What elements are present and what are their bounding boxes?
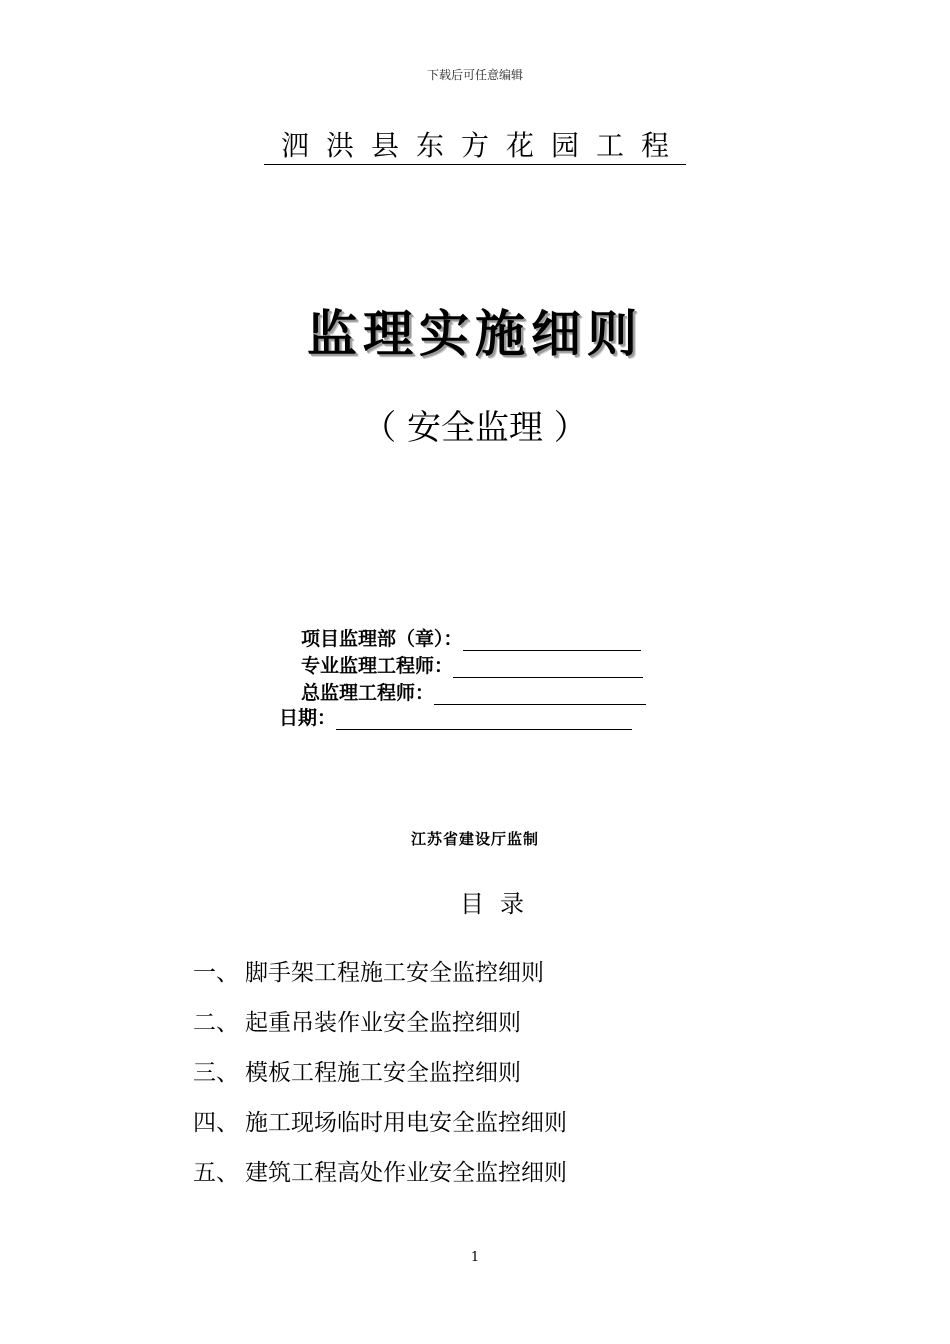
toc-item-number: 五、: [193, 1160, 239, 1186]
signature-line: [336, 711, 632, 730]
toc-item-number: 二、: [193, 1010, 239, 1036]
toc-item: [193, 1056, 567, 1106]
toc-item-text: 脚手架工程施工安全监控细则: [245, 960, 544, 986]
signature-line: [453, 659, 643, 678]
issuer: 江苏省建设厅监制: [410, 830, 539, 848]
toc-item-text: 建筑工程高处作业安全监控细则: [245, 1160, 567, 1186]
project-title: [0, 128, 950, 165]
toc-item-number: 一、: [193, 960, 239, 986]
signature-label: 项目监理部（章）：: [301, 628, 463, 650]
signature-row-specialist: [301, 651, 643, 677]
toc-item-text: 模板工程施工安全监控细则: [245, 1060, 521, 1086]
toc-item: [193, 956, 567, 1006]
signature-label: 日期：: [279, 707, 337, 729]
page-number: 1: [470, 1250, 480, 1265]
project-title-text: 泗洪县东方花园工程: [264, 128, 686, 165]
signature-row-date: [279, 703, 632, 729]
header-note: 下载后可任意编辑: [426, 68, 523, 82]
toc-list: [193, 956, 567, 1206]
toc-title: 目录: [460, 890, 540, 918]
signature-row-project-dept: [301, 624, 641, 650]
toc-item-number: 三、: [193, 1060, 239, 1086]
signature-line: [463, 632, 641, 651]
toc-item: [193, 1006, 567, 1056]
main-title: 监理实施细则: [307, 305, 643, 363]
subtitle: （ 安全监理 ）: [362, 408, 588, 448]
toc-item-number: 四、: [193, 1110, 239, 1136]
toc-item-text: 起重吊装作业安全监控细则: [245, 1010, 521, 1036]
toc-item-text: 施工现场临时用电安全监控细则: [245, 1110, 567, 1136]
toc-item: [193, 1156, 567, 1206]
signature-label: 专业监理工程师：: [301, 655, 454, 677]
signature-row-chief-engineer: [301, 678, 646, 704]
toc-item: [193, 1106, 567, 1156]
signature-label: 总监理工程师：: [301, 682, 435, 704]
